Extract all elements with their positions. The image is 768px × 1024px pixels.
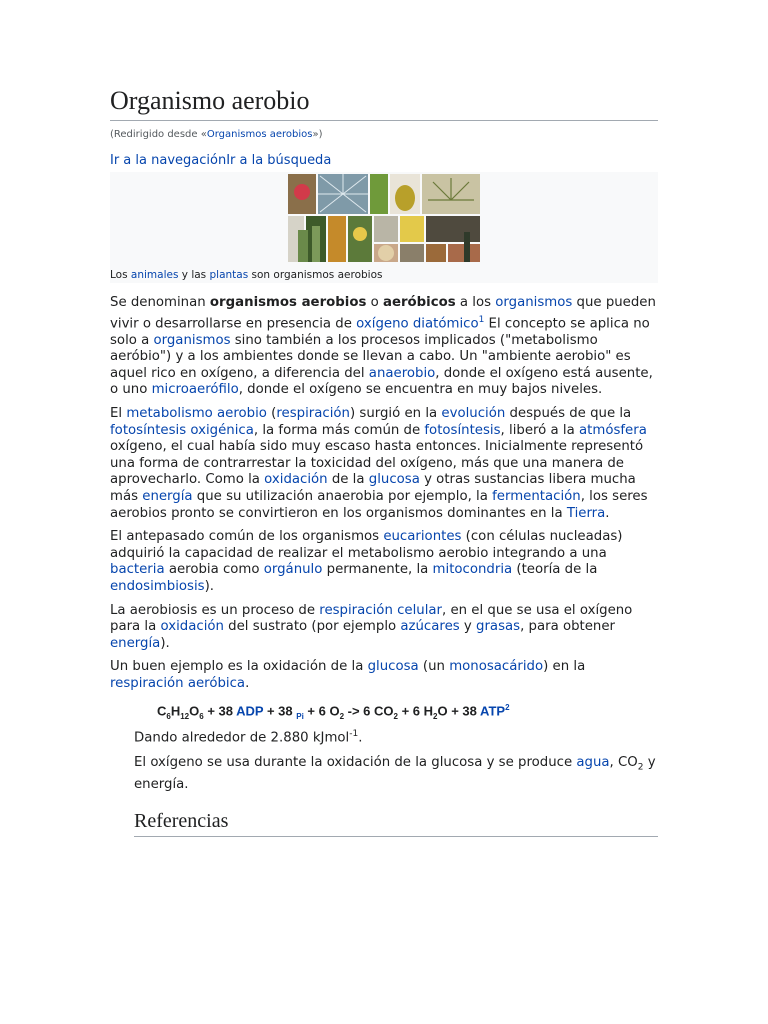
- text: y: [459, 619, 477, 635]
- paragraph-energy-yield: [134, 726, 658, 747]
- paragraph-eukaryotes: [110, 529, 658, 595]
- caption-text: y las: [178, 269, 210, 281]
- text: , liberó a la: [500, 422, 579, 438]
- reference-1[interactable]: 1: [478, 314, 485, 325]
- link-evolucion[interactable]: evolución: [441, 405, 506, 421]
- text: sino también a los procesos implicados ("metabolismo aeróbio") y a los ambientes donde se llevan a cabo. Un "ambiente aerobio" es aquel rico en oxígeno, a diferencia del: [110, 332, 631, 381]
- link-glucosa[interactable]: glucosa: [368, 472, 420, 488]
- eq-sub: 2: [393, 712, 398, 722]
- text: y energía.: [134, 755, 656, 792]
- link-respiracion-aerobica[interactable]: respiración aeróbica: [110, 675, 246, 691]
- eq-part: H: [170, 703, 181, 719]
- mosaic-svg: [288, 174, 480, 262]
- eq-part: O + 38: [437, 703, 481, 719]
- text: El: [110, 405, 127, 421]
- link-respiracion-celular[interactable]: respiración celular: [319, 602, 443, 618]
- text: oxígeno, el cual había sido muy escaso hasta entonces. Inicialmente representó una forma de contrarrestar la toxicidad del oxígeno, más que una manera de aprovecharlo. Como la: [110, 439, 644, 488]
- link-oxidacion[interactable]: oxidación: [264, 472, 328, 488]
- paragraph-aerobiosis: [110, 603, 658, 653]
- link-azucares[interactable]: azúcares: [400, 619, 460, 635]
- link-fotosintesis[interactable]: fotosíntesis: [424, 422, 501, 438]
- figure-caption: [110, 269, 382, 281]
- eq-sub: 12: [180, 712, 190, 722]
- eq-part: + 6 H: [397, 703, 434, 719]
- eq-part: C: [157, 703, 167, 719]
- text: El oxígeno se usa durante la oxidación de la glucosa y se produce: [134, 755, 577, 771]
- link-respiracion[interactable]: respiración: [276, 405, 350, 421]
- text: después de que la: [505, 405, 632, 421]
- text: , la forma más común de: [253, 422, 425, 438]
- text: aerobia como: [164, 562, 264, 578]
- redirect-suffix: »): [312, 129, 323, 140]
- eq-part: O: [189, 703, 200, 719]
- text: , CO: [609, 755, 638, 771]
- link-agua[interactable]: agua: [576, 755, 610, 771]
- text: , donde el oxígeno se encuentra en muy bajos niveles.: [238, 382, 603, 398]
- text: del sustrato (por ejemplo: [223, 619, 401, 635]
- caption-text: Los: [110, 269, 131, 281]
- link-grasas[interactable]: grasas: [476, 619, 521, 635]
- link-monosacarido[interactable]: monosacárido: [449, 659, 544, 675]
- text: El concepto se aplica no solo a: [110, 316, 650, 348]
- text: (un: [418, 659, 450, 675]
- bold-term: aeróbicos: [382, 295, 456, 310]
- link-atp[interactable]: ATP: [480, 703, 506, 719]
- eq-sub: 2: [433, 712, 438, 722]
- bold-term: organismos aerobios: [209, 295, 367, 310]
- text: que pueden vivir o desarrollarse en presencia de: [110, 295, 656, 332]
- paragraph-example: [110, 659, 658, 692]
- eq-part: + 38: [203, 703, 237, 719]
- jump-to-search[interactable]: Ir a la búsqueda: [226, 153, 332, 168]
- link-atmosfera[interactable]: atmósfera: [579, 422, 647, 438]
- link-tierra[interactable]: Tierra: [566, 505, 606, 521]
- text: Dando alrededor de 2.880 kJmol: [134, 730, 350, 746]
- jump-to-navigation[interactable]: Ir a la navegación: [110, 153, 227, 168]
- text: ) en la: [543, 659, 586, 675]
- references-heading: Referencias: [134, 809, 658, 837]
- link-oxigeno-diatomico[interactable]: oxígeno diatómico: [356, 316, 479, 332]
- text: , los seres aerobios pronto se convirtieron en los organismos dominantes en la: [110, 488, 648, 521]
- page-title: Organismo aerobio: [110, 86, 658, 121]
- link-organulo[interactable]: orgánulo: [263, 562, 323, 578]
- text: (teoría de la: [512, 562, 598, 578]
- text: (con células nucleadas) adquirió la capacidad de realizar el metabolismo aerobio integrando a una: [110, 529, 623, 561]
- text: de la: [327, 472, 369, 488]
- paragraph-intro: [110, 295, 658, 399]
- redirect-prefix: (Redirigido desde «: [110, 129, 207, 140]
- article: [110, 86, 658, 837]
- link-fermentacion[interactable]: fermentación: [492, 488, 581, 504]
- link-microaerofilo[interactable]: microaerófilo: [151, 382, 239, 398]
- link-mitocondria[interactable]: mitocondria: [432, 562, 513, 578]
- link-bacteria[interactable]: bacteria: [110, 562, 165, 578]
- link-adp[interactable]: ADP: [236, 703, 264, 719]
- eq-part: -> 6 CO: [344, 703, 394, 719]
- text: (: [266, 405, 277, 421]
- link-organismos[interactable]: organismos: [153, 332, 231, 348]
- text: ).: [204, 578, 214, 594]
- eq-sub: 6: [166, 712, 171, 722]
- caption-link-plantas[interactable]: plantas: [209, 269, 249, 281]
- eq-sub: 6: [199, 712, 204, 722]
- eq-sub: 2: [339, 712, 345, 722]
- link-oxidacion[interactable]: oxidación: [160, 619, 224, 635]
- text: .: [605, 505, 610, 521]
- redirect-note: [110, 129, 658, 140]
- link-fotosintesis-oxigenica[interactable]: fotosíntesis oxigénica: [110, 422, 254, 438]
- text: , donde el oxígeno está ausente, o uno: [110, 365, 653, 398]
- text: El antepasado común de los organismos: [110, 529, 384, 545]
- text: .: [358, 730, 363, 746]
- text: a los: [455, 295, 496, 310]
- organism-mosaic-image[interactable]: [288, 174, 480, 262]
- jump-links: [110, 153, 658, 168]
- text: ) surgió en la: [349, 405, 442, 421]
- eq-part: + 38: [263, 703, 297, 719]
- text: que su utilización anaerobia por ejemplo, la: [192, 488, 493, 504]
- chemical-equation: [157, 703, 658, 721]
- caption-link-animales[interactable]: animales: [130, 269, 179, 281]
- link-glucosa[interactable]: glucosa: [367, 659, 419, 675]
- text: y otras sustancias libera mucha más: [110, 472, 636, 504]
- text: , en el que se usa el oxígeno para la: [110, 602, 633, 635]
- link-organismos[interactable]: organismos: [495, 295, 573, 310]
- caption-text: son organismos aerobios: [248, 269, 383, 281]
- subscript: 2: [637, 763, 644, 774]
- indented-block: [134, 726, 658, 793]
- link-pi[interactable]: Pi: [296, 712, 304, 722]
- reference-2[interactable]: 2: [505, 703, 510, 713]
- superscript: -1: [349, 729, 359, 740]
- text: permanente, la: [322, 562, 433, 578]
- link-anaerobio[interactable]: anaerobio: [368, 365, 436, 381]
- text: ).: [160, 635, 170, 651]
- text: o: [366, 295, 383, 310]
- redirect-link[interactable]: Organismos aerobios: [206, 129, 313, 140]
- link-energia[interactable]: energía: [142, 488, 193, 504]
- eq-part: + 6 O: [303, 703, 340, 719]
- paragraph-evolution: [110, 406, 658, 522]
- paragraph-oxygen-use: [134, 755, 658, 793]
- link-energia[interactable]: energía: [110, 635, 161, 651]
- link-eucariontes[interactable]: eucariontes: [383, 529, 462, 545]
- text: Un buen ejemplo es la oxidación de la: [110, 659, 368, 675]
- text: Se denominan: [110, 295, 210, 310]
- text: , para obtener: [520, 619, 616, 635]
- link-endosimbiosis[interactable]: endosimbiosis: [110, 578, 205, 594]
- text: La aerobiosis es un proceso de: [110, 602, 320, 618]
- link-metabolismo-aerobio[interactable]: metabolismo aerobio: [126, 405, 267, 421]
- figure-box: [110, 172, 658, 283]
- text: .: [245, 675, 250, 691]
